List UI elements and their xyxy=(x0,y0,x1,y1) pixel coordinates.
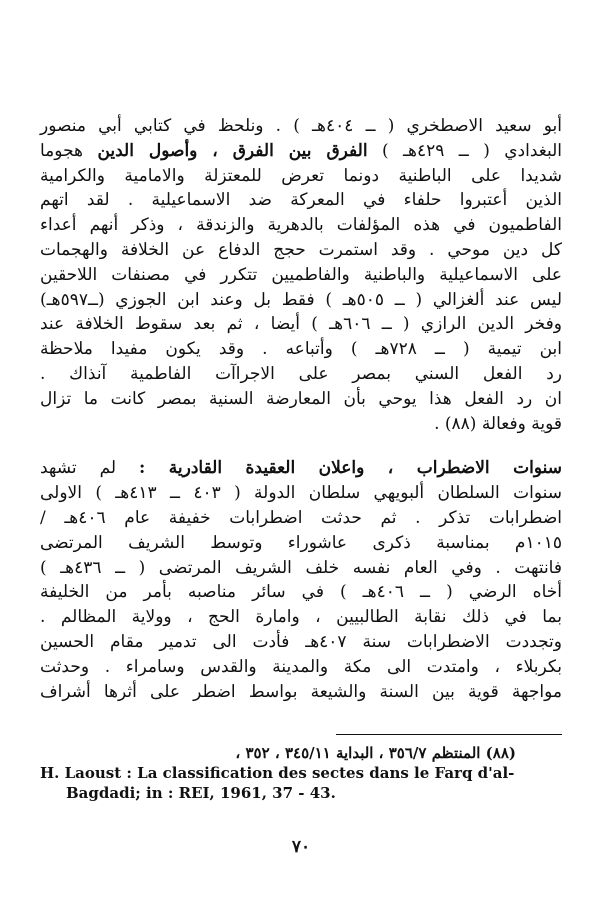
text-line: مواجهة قوية بين السنة والشيعة بواسط اضطر على أثرها أشراف xyxy=(40,681,562,702)
footnotes xyxy=(40,743,562,803)
footnote-french-line-2: Bagdadi; in : REI, 1961, 37 - 43. xyxy=(66,784,336,802)
text-line: بما في ذلك نقابة الطالبيين ، وامارة الحج ، وولاية المظالم . xyxy=(40,607,562,628)
text-line: ١٠١٥م بمناسبة ذكرى عاشوراء وتوسط الشريف المرتضى xyxy=(40,532,562,553)
text-line: الفاطميون في هذه المؤلفات بالدهرية والزندقة ، وذكر أنهم أعداء xyxy=(40,215,562,236)
book-titles: الفرق بين الفرق ، وأصول الدين xyxy=(97,140,368,161)
text-line: الذين أعتبروا حلفاء في المعركة ضد الاسماعيلية . لقد اتهم xyxy=(40,190,562,211)
text-line: سنوات الاضطراب ، واعلان العقيدة القادرية : لم تشهد xyxy=(40,458,562,479)
section-heading: سنوات الاضطراب ، واعلان العقيدة القادرية : xyxy=(139,458,562,479)
page-number: ٧٠ xyxy=(291,837,311,857)
footnote-88-french xyxy=(40,763,562,803)
paragraph-1 xyxy=(40,114,562,436)
text-line: أخاه الرضي ( ــ ٤٠٦هـ ) في سائر مناصبه بأمر من الخليفة xyxy=(40,582,562,603)
main-text xyxy=(40,114,562,704)
text-line: بكربلاء ، وامتدت الى مكة والمدينة والقدس وسامراء . وحدثت xyxy=(40,656,562,677)
text-line: على الاسماعيلية والباطنية والفاطميين تتكرر في مصنفات اللاحقين xyxy=(40,264,562,285)
text-line: ليس عند ألغزالي ( ــ ٥٠٥هـ ) فقط بل وعند ابن الجوزي (ــ٥٩٧هـ) xyxy=(40,289,562,310)
text-line: ابن تيمية ( ــ ٧٢٨هـ ) وأتباعه . وقد يكون مفيدا ملاحظة xyxy=(40,339,562,360)
footnote-88-arabic: (٨٨) المنتظم ٣٥٦/٧ ، البداية ٣٤٥/١١ ، ٣٥٢ ، xyxy=(235,744,516,762)
text-line: أبو سعيد الاصطخري ( ــ ٤٠٤هـ ) . ونلحظ في كتابي أبي منصور xyxy=(40,116,563,136)
text-line: ان رد الفعل هذا يوحي بأن المعارضة السنية بمصر كانت ما تزال xyxy=(40,388,562,409)
text-line: البغدادي ( ــ ٤٢٩هـ ) الفرق بين الفرق ، وأصول الدين هجوما xyxy=(40,140,563,161)
text-line: قوية وفعالة (٨٨) . xyxy=(434,413,562,434)
text-line: وتجددت الاضطرابات سنة ٤٠٧هـ فأدت الى تدمير مقام الحسين xyxy=(40,631,562,652)
footnote-french-line-1: H. Laoust : La classification des sectes dans le Farq d'al- xyxy=(40,764,515,782)
text-line: سنوات السلطان ألبويهي سلطان الدولة ( ٤٠٣ ــ ٤١٣هـ ) الاولى xyxy=(40,483,562,504)
text-line: شديدا على الباطنية دونما تعرض للمعتزلة والامامية والكرامية xyxy=(40,165,562,186)
text-line: كل دين موحي . وقد استمرت حجج الدفاع عن الخلافة والهجمات xyxy=(40,239,562,260)
text-line: اضطرابات تذكر . ثم حدثت اضطرابات خفيفة عام ٤٠٦هـ / xyxy=(40,507,562,528)
paragraph-2 xyxy=(40,456,562,704)
footnote-divider xyxy=(336,734,562,735)
text-line: وفخر الدين الرازي ( ــ ٦٠٦هـ ) أيضا ، ثم بعد سقوط الخلافة عند xyxy=(40,314,562,335)
text-line: رد الفعل السني بمصر على الاجراآت الفاطمية آنذاك . xyxy=(40,363,562,384)
text-line: فانتهت . وفي العام نفسه خلف الشريف المرتضى ( ــ ٤٣٦هـ ) xyxy=(40,557,562,578)
